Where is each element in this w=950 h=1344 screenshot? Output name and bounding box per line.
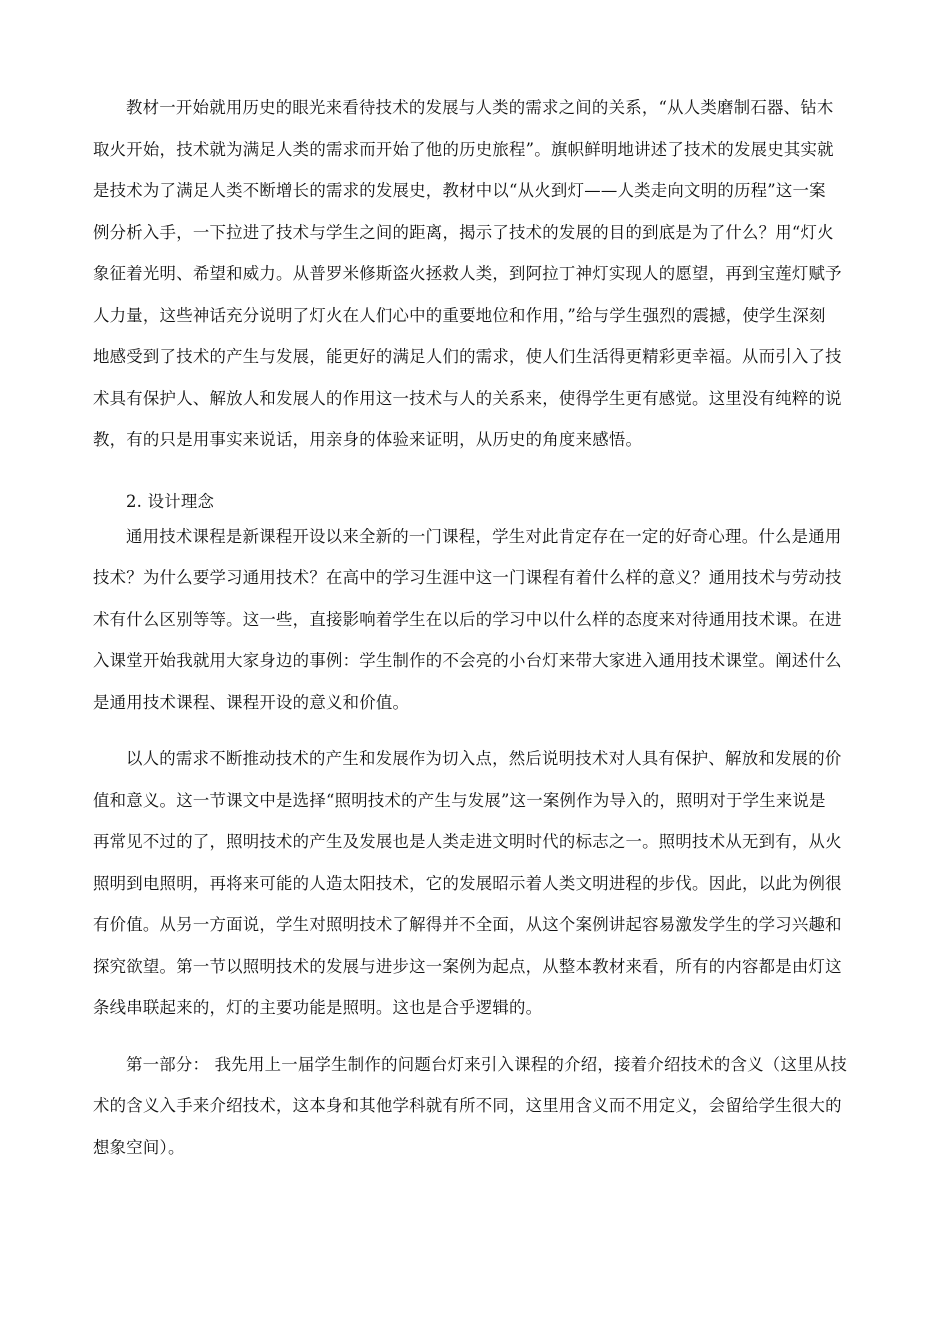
text-line: 取火开始，技术就为满足人类的需求而开始了他的历史旅程”。旗帜鲜明地讲述了技术的发展史其实就	[93, 140, 834, 159]
text-line: 术的含义入手来介绍技术，这本身和其他学科就有所不同，这里用含义而不用定义，会留给学生很大的	[93, 1096, 842, 1115]
text-line: 条线串联起来的，灯的主要功能是照明。这也是合乎逻辑的。	[93, 998, 543, 1017]
section-heading-design-concept: 2. 设计理念	[126, 492, 215, 511]
text-line: 值和意义。这一节课文中是选择“照明技术的产生与发展”这一案例作为导入的，照明对于学生来说是	[93, 791, 826, 810]
text-line: 例分析入手，一下拉进了技术与学生之间的距离，揭示了技术的发展的目的到底是为了什么？用“灯火	[93, 223, 834, 242]
text-line: 地感受到了技术的产生与发展，能更好的满足人们的需求，使人们生活得更精彩更幸福。从而引入了技	[93, 347, 842, 366]
text-line: 通用技术课程是新课程开设以来全新的一门课程，学生对此肯定存在一定的好奇心理。什么是通用	[126, 527, 842, 546]
text-line: 有价值。从另一方面说，学生对照明技术了解得并不全面，从这个案例讲起容易激发学生的学习兴趣和	[93, 915, 842, 934]
text-line: 教，有的只是用事实来说话，用亲身的体验来证明，从历史的角度来感悟。	[93, 430, 643, 449]
text-line: 以人的需求不断推动技术的产生和发展作为切入点，然后说明技术对人具有保护、解放和发展的价	[126, 749, 842, 768]
text-line: 照明到电照明，再将来可能的人造太阳技术，它的发展昭示着人类文明进程的步伐。因此，以此为例很	[93, 874, 842, 893]
text-line: 探究欲望。第一节以照明技术的发展与进步这一案例为起点，从整本教材来看，所有的内容都是由灯这	[93, 957, 842, 976]
text-line: 再常见不过的了，照明技术的产生及发展也是人类走进文明时代的标志之一。照明技术从无到有，从火	[93, 832, 842, 851]
text-line: 术具有保护人、解放人和发展人的作用这一技术与人的关系来，使得学生更有感觉。这里没有纯粹的说	[93, 389, 842, 408]
text-line: 是技术为了满足人类不断增长的需求的发展史，教材中以“从火到灯——人类走向文明的历程”这一案	[93, 181, 826, 200]
text-line: 教材一开始就用历史的眼光来看待技术的发展与人类的需求之间的关系，“从人类磨制石器、钻木	[126, 98, 834, 117]
text-line: 是通用技术课程、课程开设的意义和价值。	[93, 693, 410, 712]
text-line: 入课堂开始我就用大家身边的事例：学生制作的不会亮的小台灯来带大家进入通用技术课堂。阐述什么	[93, 651, 842, 670]
text-line: 象征着光明、希望和威力。从普罗米修斯盗火拯救人类，到阿拉丁神灯实现人的愿望，再到宝莲灯赋予	[93, 264, 842, 283]
text-line: 技术？为什么要学习通用技术？在高中的学习生涯中这一门课程有着什么样的意义？通用技术与劳动技	[93, 568, 842, 587]
text-line: 人力量，这些神话充分说明了灯火在人们心中的重要地位和作用，”给与学生强烈的震撼，使学生深刻	[93, 306, 826, 325]
text-line: 术有什么区别等等。这一些，直接影响着学生在以后的学习中以什么样的态度来对待通用技术课。在进	[93, 610, 842, 629]
text-line: 想象空间）。	[93, 1138, 185, 1157]
text-line: 第一部分： 我先用上一届学生制作的问题台灯来引入课程的介绍，接着介绍技术的含义（这里从技	[126, 1055, 848, 1074]
